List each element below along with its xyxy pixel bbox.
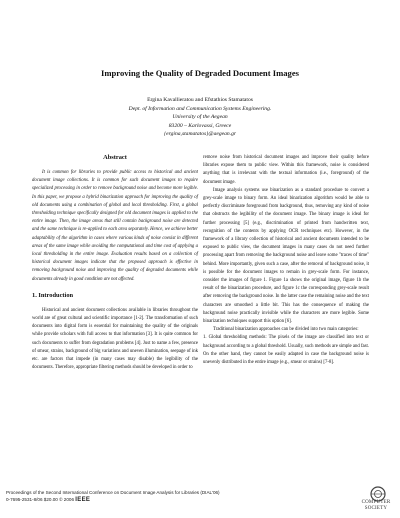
proceedings-line: Proceedings of the Second International Conference on Document Image Analysis for Libraries (DIAL'06) xyxy=(6,490,220,495)
affiliation-university: University of the Aegean xyxy=(172,114,228,121)
left-column xyxy=(32,154,198,372)
isbn-line xyxy=(6,496,336,504)
author-emails: {ergina,stamatatos}@aegean.gr xyxy=(163,131,237,138)
abstract-text: It is common for libraries to provide public access to historical and ancient document image collections. It is common for such document images to require specialized processing in order to remove background noise and become more legible. In this paper, we propose a hybrid binarization approach for improving the quality of old documents using a combination of global and local thresholding. First, a global thresholding technique specifically designed for old document images is applied to the entire image. Then, the image areas that still contain background noise are detected and the same technique is re-applied to each area separately. Hence, we achieve better adaptability of the algorithm in cases where various kinds of noise coexist in different areas of the same image while avoiding the computational and time cost of applying a local thresholding in the entire image. Evaluation results based on a collection of historical document images indicate that the proposed approach is effective in removing background noise and improving the quality of degraded documents while documents already in good condition are not affected. xyxy=(32,170,198,282)
isbn-text: 0-7695-2531-8/06 $20.00 © 2006 xyxy=(6,497,75,502)
introduction-paragraph-1: Historical and ancient document collections available in libraries throughout the world are of great cultural and scientific importance [1-2]. The transformation of such documents into digital form is essential for maintaining the quality of the originals while provide scholars with full access to that information [3]. It is quite common for such documents to suffer from degradation problems [4]. Just to name a few, presence of smear, strains, background of big variations and uneven illumination, seepage of ink etc. are factors that impede (in many cases may disable) the legibility of the documents. Therefore, appropriate filtering methods should be developed in order to xyxy=(32,307,198,371)
computer-society-wordmark xyxy=(355,500,397,511)
logo-line-computer: COMPUTER xyxy=(361,500,391,505)
authors-names: Ergina Kavallieratou and Efstathios Stamatatos xyxy=(147,97,253,103)
ieee-logo: IEEE xyxy=(75,497,91,503)
author-block xyxy=(0,96,400,139)
affiliation-address: 83200 – Karlovassi, Greece xyxy=(168,122,232,129)
binarization-paragraph: Image analysis systems use binarization as a standard procedure to convert a grey-scale image to binary form. An ideal binarization algorithm would be able to perfectly discriminate foreground from background, thus, removing any kind of noise that obstructs the legibility of the document image. The binary image is ideal for further processing [5] (e.g., discrimination of printed from handwritten text, recognition of the contents by applying OCR techniques etc). However, in the framework of a library collection of historical and ancient documents intended to be exposed to public view, the document images in many cases do not need further processing apart from removing the background noise and leave some "traces of time" behind. More importantly, given such a case, after the removal of background noise, it is possible for the document images to remain in grey-scale form. For instance, consider the images of figure 1. Figure 1a shows the original image, figure 1b the result of the binarization procedure, and figure 1c the corresponding grey-scale result after removing the background noise. In the latter case the remaining noise and the text characters are smoothed a little bit. This has the consequence of making the background noise practically invisible while the characters are more legible. Some binarization techniques support this option [6]. xyxy=(203,187,369,325)
right-column xyxy=(203,154,369,367)
introduction-heading: 1. Introduction xyxy=(32,291,74,299)
logo-line-society: SOCIETY xyxy=(364,505,388,511)
intro-continuation-paragraph: remove noise from historical document images and improve their quality before libraries expose them to public view. Within this framework, noise is considered anything that is irrelevant with the textual information (i.e., foreground) of the document image. xyxy=(203,155,369,185)
affiliation-dept: Dept. of Information and Communication Systems Engineering. xyxy=(128,105,272,112)
page-footer xyxy=(6,489,336,504)
abstract-heading: Abstract xyxy=(103,154,127,161)
global-thresholding-list-item: 1. Global thresholding methods: The pixels of the image are classified into text or background according to a global threshold. Usually, such methods are simple and fast. On the other hand, they cannot be easily adapted in case the background noise is unevenly distributed in the entire image (e.g., smear or strains) [7-8]. xyxy=(203,335,369,366)
paper-title: Improving the Quality of Degraded Document Images xyxy=(101,68,299,78)
categories-paragraph: Traditional binarization approaches can be divided into two main categories: xyxy=(213,327,359,333)
